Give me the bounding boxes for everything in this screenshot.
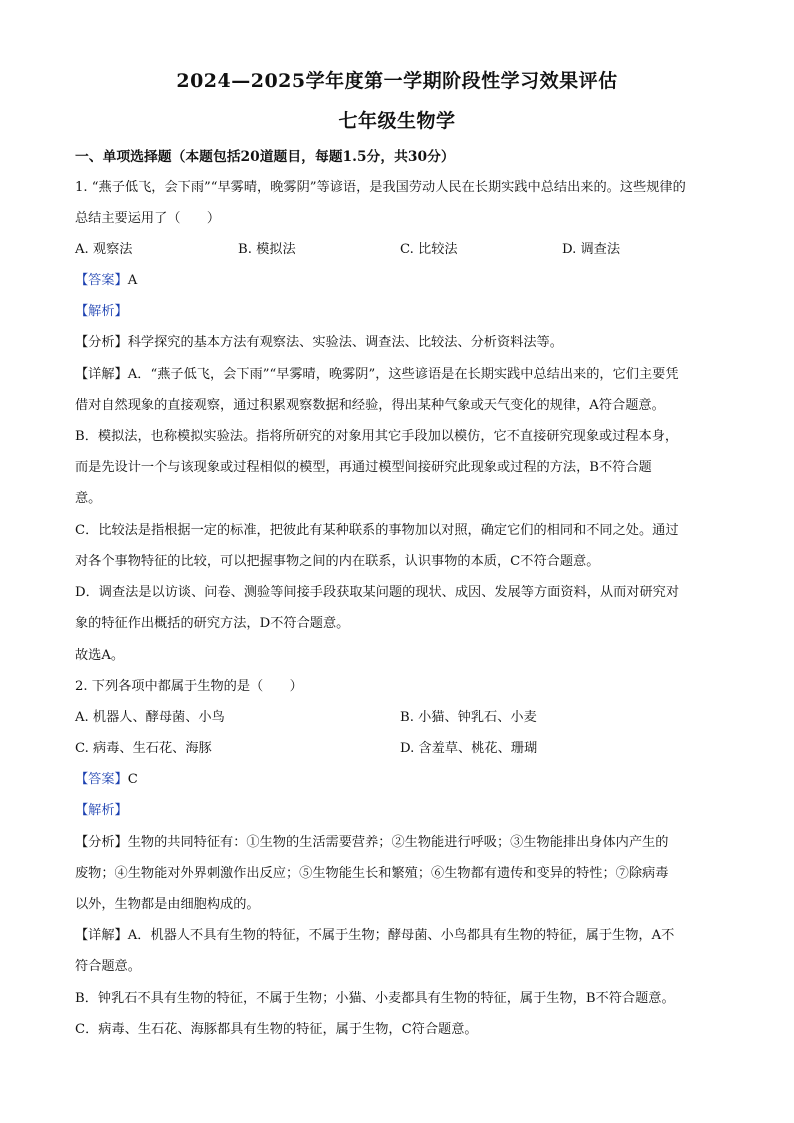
- fenxi-text: 生物的共同特征有：①生物的生活需要营养；②生物能进行呼吸；③生物能排出身体内产生的: [127, 835, 669, 850]
- question-2-option-b: B. 小猫、钟乳石、小麦: [400, 710, 537, 725]
- question-1-conclusion: 故选A。: [75, 648, 125, 663]
- answer-tag: 【答案】: [75, 273, 128, 288]
- question-1-detail-line5: 意。: [75, 491, 102, 506]
- question-2-option-a: A. 机器人、酵母菌、小鸟: [75, 710, 225, 725]
- section-heading: 一、单项选择题（本题包括20道题目，每题1.5分，共30分）: [75, 149, 455, 165]
- question-2-detail-line4: C．病毒、生石花、海豚都具有生物的特征，属于生物，C符合题意。: [75, 1022, 478, 1037]
- question-2-option-d: D. 含羞草、桃花、珊瑚: [400, 741, 538, 756]
- question-2-fenxi-line1: [75, 834, 725, 852]
- document-title: 2024—2025学年度第一学期阶段性学习效果评估: [176, 70, 618, 92]
- answer-value: A: [127, 273, 138, 288]
- question-1-detail-line6: C．比较法是指根据一定的标准，把彼此有某种联系的事物加以对照，确定它们的相同和不同之处。通过: [75, 523, 679, 538]
- question-1-detail-line7: 对各个事物特征的比较，可以把握事物之间的内在联系，认识事物的本质，C不符合题意。: [75, 554, 600, 569]
- question-1-answer: [75, 272, 725, 290]
- question-2-detail-line1: [75, 927, 725, 945]
- xiangjie-tag: 【详解】: [75, 367, 128, 382]
- question-1-detail-line8: D．调查法是以访谈、问卷、测验等间接手段获取某问题的现状、成因、发展等方面资料，从而对研究对: [75, 585, 680, 600]
- detail-text: A．机器人不具有生物的特征，不属于生物；酵母菌、小鸟都具有生物的特征，属于生物，A不: [127, 928, 675, 943]
- question-2-stem: 2. 下列各项中都属于生物的是（ ）: [75, 679, 303, 694]
- answer-tag: 【答案】: [75, 772, 128, 787]
- question-2-fenxi-line3: 以外，生物都是由细胞构成的。: [75, 897, 260, 912]
- question-1-stem-line1: 1. “燕子低飞，会下雨”“早雾晴，晚雾阴”等谚语，是我国劳动人民在长期实践中总结出来的。这些规律的: [75, 180, 686, 195]
- question-1-detail-line4: 而是先设计一个与该现象或过程相似的模型，再通过模型间接研究此现象或过程的方法，B不符合题: [75, 460, 652, 475]
- fenxi-tag: 【分析】: [75, 335, 128, 350]
- answer-value: C: [127, 772, 138, 787]
- fenxi-tag: 【分析】: [75, 835, 128, 850]
- detail-text: A．“燕子低飞，会下雨”“早雾晴，晚雾阴”，这些谚语是在长期实践中总结出来的，它们主要凭: [127, 367, 679, 382]
- fenxi-text: 科学探究的基本方法有观察法、实验法、调查法、比较法、分析资料法等。: [127, 335, 563, 350]
- question-2-option-c: C. 病毒、生石花、海豚: [75, 741, 212, 756]
- question-2-detail-line3: B．钟乳石不具有生物的特征，不属于生物；小猫、小麦都具有生物的特征，属于生物，B不符合题意。: [75, 991, 675, 1006]
- question-2-answer: [75, 771, 725, 789]
- question-1-detail-line2: 借对自然现象的直接观察，通过积累观察数据和经验，得出某种气象或天气变化的规律，A符合题意。: [75, 398, 665, 413]
- question-1-fenxi: [75, 334, 725, 352]
- question-2-detail-line2: 符合题意。: [75, 959, 141, 974]
- question-1-option-a: A. 观察法: [75, 242, 133, 257]
- question-1-analysis-tag: 【解析】: [75, 304, 128, 319]
- question-2-fenxi-line2: 废物；④生物能对外界刺激作出反应；⑤生物能生长和繁殖；⑥生物都有遗传和变异的特性；⑦除病毒: [75, 866, 669, 881]
- document-subtitle: 七年级生物学: [338, 110, 456, 132]
- question-2-analysis-tag: 【解析】: [75, 803, 128, 818]
- question-1-option-b: B. 模拟法: [238, 242, 296, 257]
- question-1-option-d: D. 调查法: [562, 242, 621, 257]
- question-1-stem-line2: 总结主要运用了（ ）: [75, 211, 221, 226]
- question-1-detail-line1: [75, 366, 725, 384]
- question-1-option-c: C. 比较法: [400, 242, 458, 257]
- xiangjie-tag: 【详解】: [75, 928, 128, 943]
- question-1-detail-line9: 象的特征作出概括的研究方法，D不符合题意。: [75, 616, 350, 631]
- question-1-detail-line3: B．模拟法，也称模拟实验法。指将所研究的对象用其它手段加以模仿，它不直接研究现象或过程本身，: [75, 429, 679, 444]
